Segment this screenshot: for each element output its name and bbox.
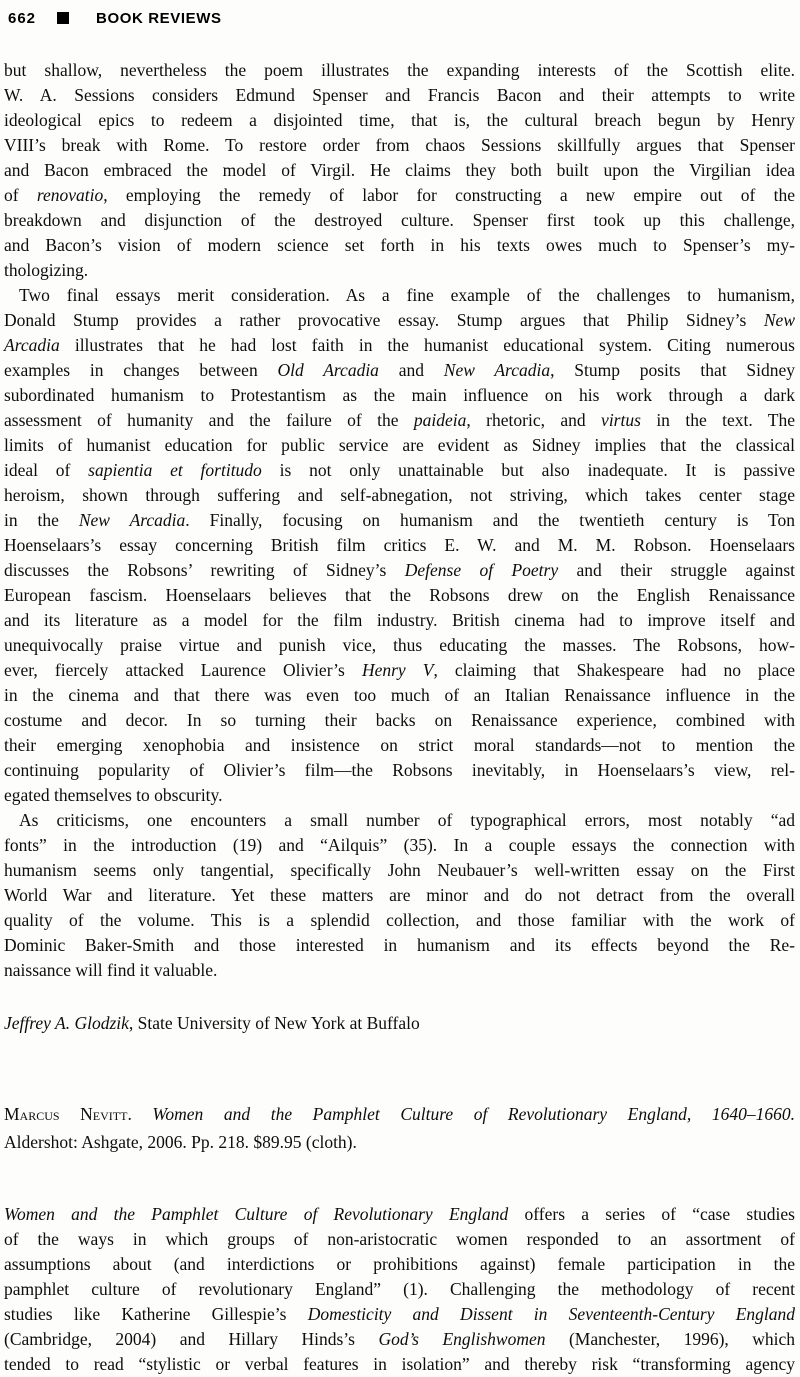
italic-text-run: Old Arcadia — [277, 360, 379, 380]
text-run: W. A. Sessions considers Edmund Spenser and Francis Bacon and their attempts to write — [4, 85, 795, 105]
italic-text-run: Defense of Poetry — [404, 560, 559, 580]
italic-text-run: Henry V — [361, 660, 434, 680]
text-run: examples in changes between — [4, 360, 278, 380]
text-line — [4, 808, 795, 833]
text-run: continuing popularity of Olivier’s film—the Robsons inevitably, in Hoenselaars’s view, rel- — [4, 760, 795, 780]
italic-text-run: virtus — [601, 410, 641, 430]
text-run: and Bacon’s vision of modern science set forth in his texts owes much to Spenser’s my- — [4, 235, 795, 255]
text-run: costume and decor. In so turning their backs on Renaissance experience, combined with — [4, 710, 795, 730]
text-line — [4, 958, 795, 983]
text-run: subordinated humanism to Protestantism as the main influence on his work through a dark — [4, 385, 795, 405]
text-run: humanism seems only tangential, specifically John Neubauer’s well-written essay on the First — [4, 860, 795, 880]
text-line — [4, 733, 795, 758]
text-line — [4, 658, 795, 683]
text-run: but shallow, nevertheless the poem illustrates the expanding interests of the Scottish elite. — [4, 60, 795, 80]
text-run: heroism, shown through suffering and self-abnegation, not striving, which takes center stage — [4, 485, 795, 505]
text-run: (Manchester, 1996), which — [545, 1329, 796, 1349]
text-line — [4, 1202, 795, 1227]
italic-text-run: Domesticity and Dissent in Seventeenth-Century England — [307, 1304, 795, 1324]
text-run: As criticisms, one encounters a small number of typographical errors, most notably “ad — [19, 810, 795, 830]
italic-text-run: Jeffrey A. Glodzik — [4, 1013, 129, 1033]
text-run: discusses the Robsons’ rewriting of Sidney’s — [4, 560, 405, 580]
text-run: and — [378, 360, 444, 380]
text-run: in the text. The — [640, 410, 796, 430]
text-run: thologizing. — [4, 260, 89, 280]
review-paragraphs — [4, 58, 795, 983]
italic-text-run: renovatio — [36, 185, 104, 205]
text-run: egated themselves to obscurity. — [4, 785, 223, 805]
text-line — [4, 83, 795, 108]
text-line — [4, 383, 795, 408]
text-line — [4, 1327, 795, 1352]
text-run: and Bacon embraced the model of Virgil. He claims they both built upon the Virgilian idea — [4, 160, 795, 180]
text-run: and their struggle against — [558, 560, 795, 580]
text-run: in the cinema and that there was even too much of an Italian Renaissance influence in the — [4, 685, 795, 705]
book-citation-heading — [4, 1100, 795, 1156]
text-line — [4, 283, 795, 308]
text-line — [4, 158, 795, 183]
text-line — [4, 1227, 795, 1252]
text-run: Donald Stump provides a rather provocative essay. Stump argues that Philip Sidney’s — [4, 310, 764, 330]
italic-text-run: paideia — [413, 410, 467, 430]
text-run: naissance will find it valuable. — [4, 960, 218, 980]
text-run: European fascism. Hoenselaars believes that the Robsons drew on the English Renaissance — [4, 585, 795, 605]
text-run: breakdown and disjunction of the destroyed culture. Spenser first took up this challenge, — [4, 210, 795, 230]
paragraph — [4, 1202, 795, 1377]
paragraph — [4, 283, 795, 808]
text-run: , claiming that Shakespeare had no place — [433, 660, 795, 680]
text-line — [4, 708, 795, 733]
text-run: studies like Katherine Gillespie’s — [4, 1304, 308, 1324]
paragraph — [4, 58, 795, 283]
text-run: tended to read “stylistic or verbal features in isolation” and thereby risk “transforming agency — [4, 1354, 795, 1374]
reviewer-byline — [4, 1011, 795, 1036]
text-line — [4, 558, 795, 583]
text-run: ideological epics to redeem a disjointed time, that is, the cultural breach begun by Henry — [4, 110, 795, 130]
text-run: Aldershot: Ashgate, 2006. Pp. 218. $89.95 (cloth). — [4, 1132, 357, 1152]
text-run: (Cambridge, 2004) and Hillary Hinds’s — [4, 1329, 379, 1349]
text-run: Two final essays merit consideration. As a fine example of the challenges to humanism, — [19, 285, 795, 305]
text-run: in the — [4, 510, 79, 530]
text-line — [4, 933, 795, 958]
text-line — [4, 1277, 795, 1302]
text-run: of — [4, 185, 37, 205]
text-line — [4, 608, 795, 633]
running-header — [8, 8, 795, 28]
text-run: , Stump posits that Sidney — [550, 360, 795, 380]
text-run: fonts” in the introduction (19) and “Ailquis” (35). In a couple essays the connection with — [4, 835, 795, 855]
text-line — [4, 333, 795, 358]
text-line — [4, 308, 795, 333]
text-line — [4, 358, 795, 383]
text-run: and its literature as a model for the film industry. British cinema had to improve itself and — [4, 610, 795, 630]
text-line — [4, 408, 795, 433]
text-line — [4, 208, 795, 233]
text-line — [4, 1302, 795, 1327]
review-paragraphs — [4, 1202, 795, 1377]
text-line — [4, 258, 795, 283]
text-line — [4, 783, 795, 808]
text-run: ideal of — [4, 460, 89, 480]
text-line — [4, 833, 795, 858]
text-line — [4, 433, 795, 458]
italic-text-run: New Arcadia — [443, 360, 551, 380]
text-run: Dominic Baker-Smith and those interested in humanism and its effects beyond the Re- — [4, 935, 795, 955]
text-line — [4, 58, 795, 83]
text-run: of the ways in which groups of non-aristocratic women responded to an assortment of — [4, 1229, 795, 1249]
text-run: ever, fiercely attacked Laurence Olivier’s — [4, 660, 362, 680]
square-bullet-icon — [57, 12, 69, 24]
text-line — [4, 183, 795, 208]
section-title: BOOK REVIEWS — [96, 9, 222, 27]
text-line — [4, 908, 795, 933]
italic-text-run: New — [763, 310, 795, 330]
text-line — [4, 683, 795, 708]
text-line — [4, 533, 795, 558]
italic-text-run: Women and the Pamphlet Culture of Revolutionary England, 1640–1660. — [152, 1104, 796, 1124]
page-body — [4, 58, 795, 1377]
paragraph — [4, 808, 795, 983]
text-run: Hoenselaars’s essay concerning British film critics E. W. and M. M. Robson. Hoenselaars — [4, 535, 795, 555]
text-run: is not only unattainable but also inadequate. It is passive — [261, 460, 795, 480]
text-line — [4, 583, 795, 608]
text-run: their emerging xenophobia and insistence on strict moral standards—not to mention the — [4, 735, 795, 755]
text-run: assumptions about (and interdictions or prohibitions against) female participation in the — [4, 1254, 795, 1274]
text-run: quality of the volume. This is a splendid collection, and those familiar with the work of — [4, 910, 795, 930]
text-line — [4, 758, 795, 783]
text-line — [4, 108, 795, 133]
text-run: assessment of humanity and the failure of the — [4, 410, 414, 430]
text-run: VIII’s break with Rome. To restore order from chaos Sessions skillfully argues that Spenser — [4, 135, 795, 155]
text-line — [4, 1352, 795, 1377]
text-run: limits of humanist education for public service are evident as Sidney implies that the classical — [4, 435, 795, 455]
text-line — [4, 883, 795, 908]
small-caps-text-run: Marcus Nevitt — [4, 1104, 128, 1124]
text-line — [4, 133, 795, 158]
text-line — [4, 1100, 795, 1128]
text-line — [4, 458, 795, 483]
text-line — [4, 1128, 795, 1156]
text-line — [4, 633, 795, 658]
italic-text-run: sapientia et fortitudo — [88, 460, 262, 480]
italic-text-run: God’s Englishwomen — [378, 1329, 546, 1349]
text-line — [4, 1252, 795, 1277]
text-run: offers a series of “case studies — [508, 1204, 795, 1224]
text-run: . — [127, 1104, 153, 1124]
text-run: illustrates that he had lost faith in the humanist educational system. Citing numerous — [59, 335, 795, 355]
text-line — [4, 858, 795, 883]
text-run: pamphlet culture of revolutionary England” (1). Challenging the methodology of recent — [4, 1279, 795, 1299]
italic-text-run: New Arcadia — [78, 510, 186, 530]
text-run: . Finally, focusing on humanism and the twentieth century is Ton — [185, 510, 795, 530]
text-line — [4, 508, 795, 533]
review-nevitt-book — [4, 1100, 795, 1377]
text-line — [4, 483, 795, 508]
text-run: unequivocally praise virtue and punish vice, thus educating the masses. The Robsons, how- — [4, 635, 795, 655]
text-run: , rhetoric, and — [466, 410, 602, 430]
text-run: , State University of New York at Buffalo — [128, 1013, 420, 1033]
text-line — [4, 233, 795, 258]
text-run: , employing the remedy of labor for constructing a new empire out of the — [103, 185, 796, 205]
text-run: World War and literature. Yet these matters are minor and do not detract from the overall — [4, 885, 795, 905]
review-glodzik-on-humanism-collection — [4, 58, 795, 1036]
italic-text-run: Women and the Pamphlet Culture of Revolutionary England — [4, 1204, 509, 1224]
page-number: 662 — [8, 9, 37, 27]
italic-text-run: Arcadia — [4, 335, 60, 355]
